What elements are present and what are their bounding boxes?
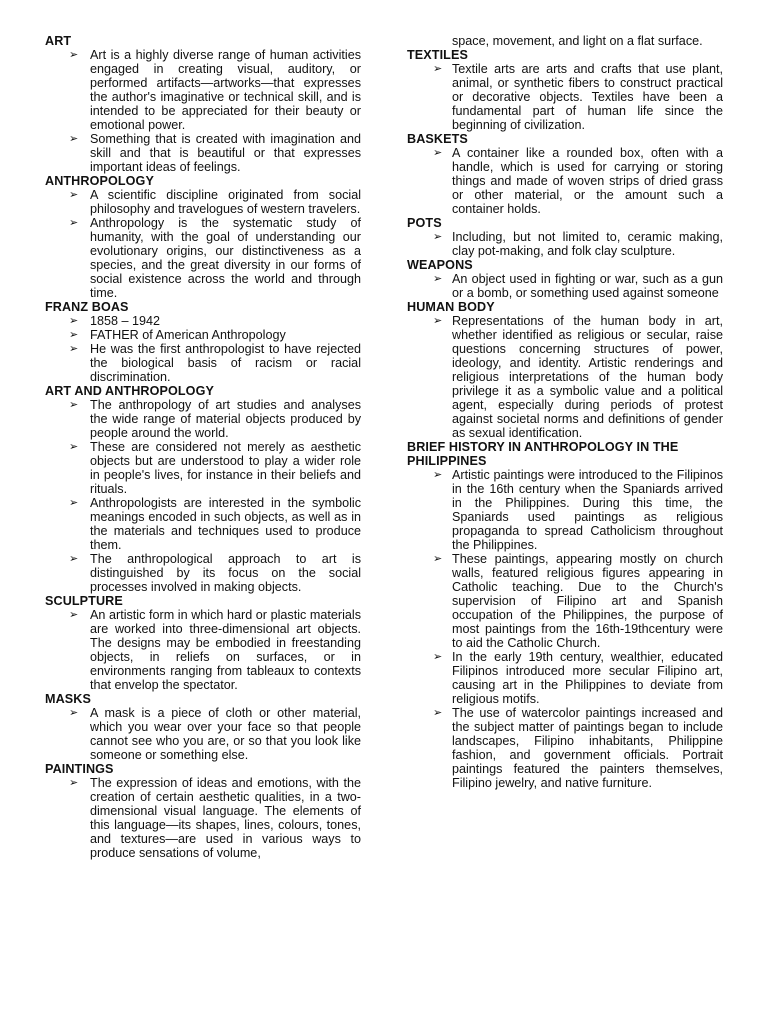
section-heading: ANTHROPOLOGY — [45, 174, 154, 188]
section-brief-history-in-anthropology-in-the-philippines — [407, 440, 723, 790]
bullet-item — [45, 48, 361, 132]
arrow-bullet-icon: ➢ — [433, 315, 443, 327]
bullet-item — [45, 132, 361, 174]
bullet-text: The anthropological approach to art is distinguished by its focus on the social processes involved in making objects. — [90, 552, 361, 594]
arrow-bullet-icon: ➢ — [69, 399, 79, 411]
section-anthropology — [45, 174, 361, 300]
section-masks — [45, 692, 361, 762]
arrow-bullet-icon: ➢ — [69, 441, 79, 453]
bullet-list — [407, 146, 723, 216]
bullet-item — [45, 314, 361, 328]
section-pots — [407, 216, 723, 258]
section-franz-boas — [45, 300, 361, 384]
section-human-body — [407, 300, 723, 440]
section-baskets — [407, 132, 723, 216]
bullet-text: FATHER of American Anthropology — [90, 328, 286, 342]
section-heading: MASKS — [45, 692, 91, 706]
bullet-item — [45, 188, 361, 216]
arrow-bullet-icon: ➢ — [69, 343, 79, 355]
continued-paragraph: space, movement, and light on a flat surface. — [452, 34, 703, 48]
bullet-text: Artistic paintings were introduced to the Filipinos in the 16th century when the Spaniards arrived in the Philippines. During this time, the Spaniards used paintings as religious propaganda to spread Catholicism throughout the Philippines. — [452, 468, 723, 552]
section-heading: FRANZ BOAS — [45, 300, 129, 314]
bullet-list — [407, 468, 723, 790]
bullet-list — [407, 314, 723, 440]
section-heading: POTS — [407, 216, 442, 230]
bullet-item — [407, 468, 723, 552]
bullet-item — [407, 62, 723, 132]
bullet-item — [407, 552, 723, 650]
bullet-list — [45, 608, 361, 692]
section-heading: PAINTINGS — [45, 762, 114, 776]
arrow-bullet-icon: ➢ — [69, 315, 79, 327]
section-weapons — [407, 258, 723, 300]
arrow-bullet-icon: ➢ — [433, 553, 443, 565]
bullet-list — [407, 62, 723, 132]
arrow-bullet-icon: ➢ — [433, 147, 443, 159]
left-column — [45, 34, 361, 860]
bullet-list — [45, 314, 361, 384]
section-heading: BRIEF HISTORY IN ANTHROPOLOGY IN THE PHILIPPINES — [407, 440, 679, 468]
arrow-bullet-icon: ➢ — [433, 63, 443, 75]
bullet-item — [407, 272, 723, 300]
bullet-item — [45, 496, 361, 552]
bullet-list — [407, 272, 723, 300]
bullet-item — [407, 706, 723, 790]
section-sculpture — [45, 594, 361, 692]
arrow-bullet-icon: ➢ — [69, 329, 79, 341]
bullet-item — [45, 608, 361, 692]
bullet-text: A scientific discipline originated from social philosophy and travelogues of western travelers. — [90, 188, 361, 216]
section-heading: WEAPONS — [407, 258, 473, 272]
bullet-text: In the early 19th century, wealthier, educated Filipinos introduced more secular Filipino art, causing art in the Philippines to deviate from religious motifs. — [452, 650, 723, 706]
bullet-text: These paintings, appearing mostly on church walls, featured religious figures appearing in Catholic teaching. Due to the Church's supervision of Filipino art and Spanish occupation of the Philippines, the purpose of most paintings from the 16th-19thcentury were to aid the Catholic Church. — [452, 552, 723, 650]
bullet-text: The use of watercolor paintings increased and the subject matter of paintings began to include landscapes, Filipino inhabitants, Philippine fashion, and government officials. Portrait paintings featured the painters themselves, Filipino jewelry, and native furniture. — [452, 706, 723, 790]
arrow-bullet-icon: ➢ — [433, 273, 443, 285]
arrow-bullet-icon: ➢ — [69, 777, 79, 789]
bullet-item — [45, 216, 361, 300]
bullet-text: Art is a highly diverse range of human activities engaged in creating visual, auditory, or performed artifacts—artworks—that expresses the author's imaginative or technical skill, and is intended to be appreciated for their beauty or emotional power. — [90, 48, 361, 132]
bullet-text: An artistic form in which hard or plastic materials are worked into three-dimensional art objects. The designs may be embodied in freestanding objects, in reliefs on surfaces, or in environments ranging from tableaux to contexts that envelop the spectator. — [90, 608, 361, 692]
bullet-text: These are considered not merely as aesthetic objects but are understood to play a wider role in people's lives, for instance in their beliefs and rituals. — [90, 440, 361, 496]
bullet-text: A container like a rounded box, often with a handle, which is used for carrying or storing things and made of woven strips of dried grass or other material, or the amount such a container holds. — [452, 146, 723, 216]
bullet-list — [45, 706, 361, 762]
bullet-item — [45, 342, 361, 384]
arrow-bullet-icon: ➢ — [433, 469, 443, 481]
bullet-item — [45, 776, 361, 860]
section-textiles — [407, 48, 723, 132]
bullet-item — [45, 706, 361, 762]
bullet-text: A mask is a piece of cloth or other material, which you wear over your face so that people cannot see who you are, or so that you look like someone or something else. — [90, 706, 361, 762]
bullet-text: Anthropologists are interested in the symbolic meanings encoded in such objects, as well as in the materials and techniques used to produce them. — [90, 496, 361, 552]
bullet-list — [45, 48, 361, 174]
bullet-text: Representations of the human body in art, whether identified as religious or secular, raise questions concerning structures of power, ideology, and identity. Artistic renderings and religious interpretations of the human body privilege it as a symbolic value and a political agent, especially during periods of protest against societal norms and definitions of gender as sexual identification. — [452, 314, 723, 440]
section-heading: SCULPTURE — [45, 594, 123, 608]
section-art — [45, 34, 361, 174]
bullet-item — [407, 314, 723, 440]
bullet-list — [45, 776, 361, 860]
arrow-bullet-icon: ➢ — [433, 707, 443, 719]
bullet-list — [45, 398, 361, 594]
bullet-item — [407, 230, 723, 258]
section-paintings — [45, 762, 361, 860]
arrow-bullet-icon: ➢ — [433, 231, 443, 243]
section-heading: BASKETS — [407, 132, 468, 146]
arrow-bullet-icon: ➢ — [69, 553, 79, 565]
bullet-text: The anthropology of art studies and analyses the wide range of material objects produced by people around the world. — [90, 398, 361, 440]
arrow-bullet-icon: ➢ — [69, 133, 79, 145]
bullet-list — [407, 230, 723, 258]
section-heading: ART — [45, 34, 72, 48]
arrow-bullet-icon: ➢ — [69, 189, 79, 201]
bullet-item — [407, 146, 723, 216]
bullet-text: Textile arts are arts and crafts that use plant, animal, or synthetic fibers to construct practical or decorative objects. Textiles have been a fundamental part of human life since the beginning of civilization. — [452, 62, 723, 132]
bullet-item — [45, 398, 361, 440]
arrow-bullet-icon: ➢ — [69, 49, 79, 61]
arrow-bullet-icon: ➢ — [69, 217, 79, 229]
bullet-text: An object used in fighting or war, such as a gun or a bomb, or something used against someone — [452, 272, 723, 300]
arrow-bullet-icon: ➢ — [433, 651, 443, 663]
bullet-item — [45, 328, 361, 342]
bullet-list — [45, 188, 361, 300]
right-column — [407, 34, 723, 790]
bullet-text: The expression of ideas and emotions, with the creation of certain aesthetic qualities, in a two-dimensional visual language. The elements of this language—its shapes, lines, colours, tones, and textures—are used in various ways to produce sensations of volume, — [90, 776, 361, 860]
arrow-bullet-icon: ➢ — [69, 609, 79, 621]
section-heading: HUMAN BODY — [407, 300, 495, 314]
section-heading: ART AND ANTHROPOLOGY — [45, 384, 214, 398]
section-heading: TEXTILES — [407, 48, 468, 62]
bullet-text: Anthropology is the systematic study of humanity, with the goal of understanding our evolutionary origins, our distinctiveness as a species, and the great diversity in our forms of social existence across the world and through time. — [90, 216, 361, 300]
section-art-and-anthropology — [45, 384, 361, 594]
bullet-item — [45, 440, 361, 496]
bullet-text: Including, but not limited to, ceramic making, clay pot-making, and folk clay sculpture. — [452, 230, 723, 258]
bullet-item — [407, 650, 723, 706]
arrow-bullet-icon: ➢ — [69, 497, 79, 509]
bullet-text: 1858 – 1942 — [90, 314, 161, 328]
bullet-text: He was the first anthropologist to have rejected the biological basis of racism or racial discrimination. — [90, 342, 361, 384]
bullet-text: Something that is created with imagination and skill and that is beautiful or that expresses important ideas of feelings. — [90, 132, 361, 174]
arrow-bullet-icon: ➢ — [69, 707, 79, 719]
bullet-item — [45, 552, 361, 594]
